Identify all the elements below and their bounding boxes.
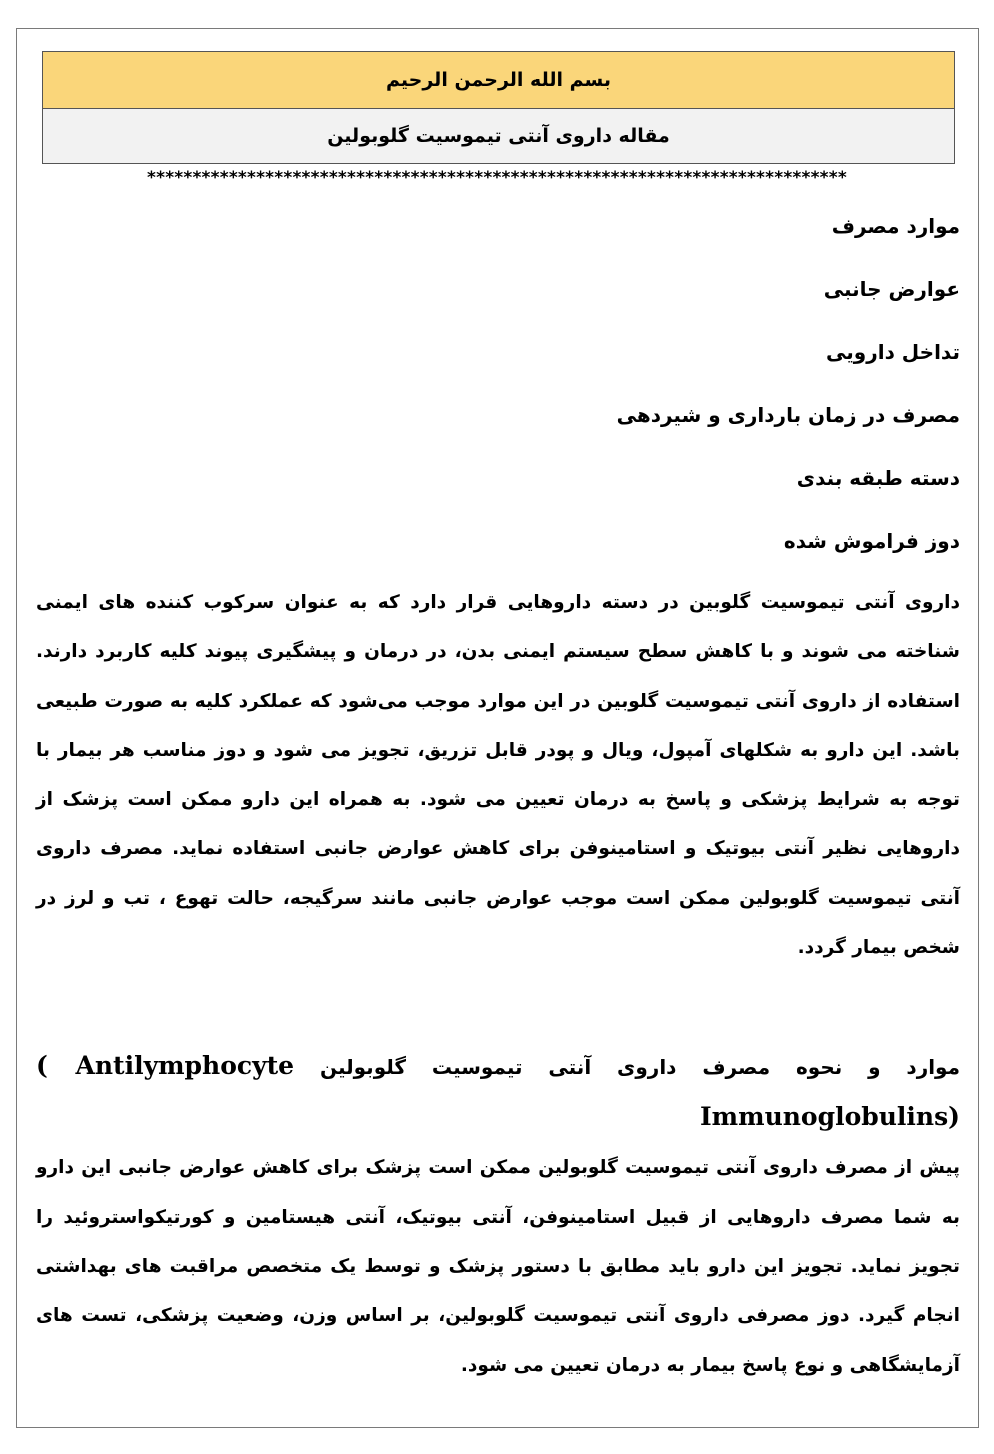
section-heading-fa: موارد و نحوه مصرف داروی آنتی تیموسیت گلوبولین (319, 1055, 960, 1080)
article-body (36, 200, 960, 1390)
toc-item-pregnancy: مصرف در زمان بارداری و شیردهی (616, 403, 960, 427)
header-table (42, 51, 955, 164)
section-heading (36, 1041, 960, 1143)
intro-paragraph: داروی آنتی تیموسیت گلوبین در دسته داروهایی قرار دارد که به عنوان سرکوب کننده های ایمنی شناخته می شوند و با کاهش سطح سیستم ایمنی بدن، در درمان و پیشگیری پیوند کلیه کاربرد دارند. استفاده از داروی آنتی تیموسیت گلوبین در این موارد موجب می‌شود که عملکرد کلیه به صورت طبیعی باشد. این دارو به شکلهای آمپول، ویال و پودر قابل تزریق، تجویز می شود و دوز مناسب هر بیمار با توجه به شرایط پزشکی و پاسخ به درمان تعیین می شود. به همراه این دارو ممکن است پزشک از داروهایی نظیر آنتی بیوتیک و استامینوفن برای کاهش عوارض جانبی استفاده نماید. مصرف داروی آنتی تیموسیت گلوبولین ممکن است موجب عوارض جانبی مانند سرگیجه، حالت تهوع ، تب و لرز در شخص بیمار گردد. (36, 592, 960, 959)
toc-item-missed-dose: دوز فراموش شده (783, 529, 960, 553)
basmala-row: بسم الله الرحمن الرحیم (43, 52, 954, 109)
section-heading-en-open: ( Antilymphocyte (36, 1051, 295, 1081)
toc-item-classification: دسته طبقه بندی (796, 466, 960, 490)
toc-item-usage: موارد مصرف (831, 214, 960, 238)
separator-line: ***************************************************************************** (147, 168, 847, 188)
toc-item-side-effects: عوارض جانبی (823, 277, 960, 301)
spacer (36, 972, 960, 1041)
article-title: مقاله داروی آنتی تیموسیت گلوبولین (43, 109, 954, 163)
section-paragraph: پیش از مصرف داروی آنتی تیموسیت گلوبولین ممکن است پزشک برای کاهش عوارض جانبی این دارو به شما مصرف داروهایی از قبیل استامینوفن، آنتی بیوتیک، آنتی هیستامین و کورتیکواستروئید را تجویز نماید. تجویز این دارو باید مطابق با دستور پزشک و توسط یک متخصص مراقبت های بهداشتی انجام گیرد. دوز مصرفی داروی آنتی تیموسیت گلوبولین، بر اساس وزن، وضعیت پزشکی، تست های آزمایشگاهی و نوع پاسخ بیمار به درمان تعیین می شود. (36, 1157, 960, 1376)
section-heading-en-close: Immunoglobulins) (699, 1102, 960, 1132)
toc-item-interactions: تداخل دارویی (826, 340, 960, 364)
